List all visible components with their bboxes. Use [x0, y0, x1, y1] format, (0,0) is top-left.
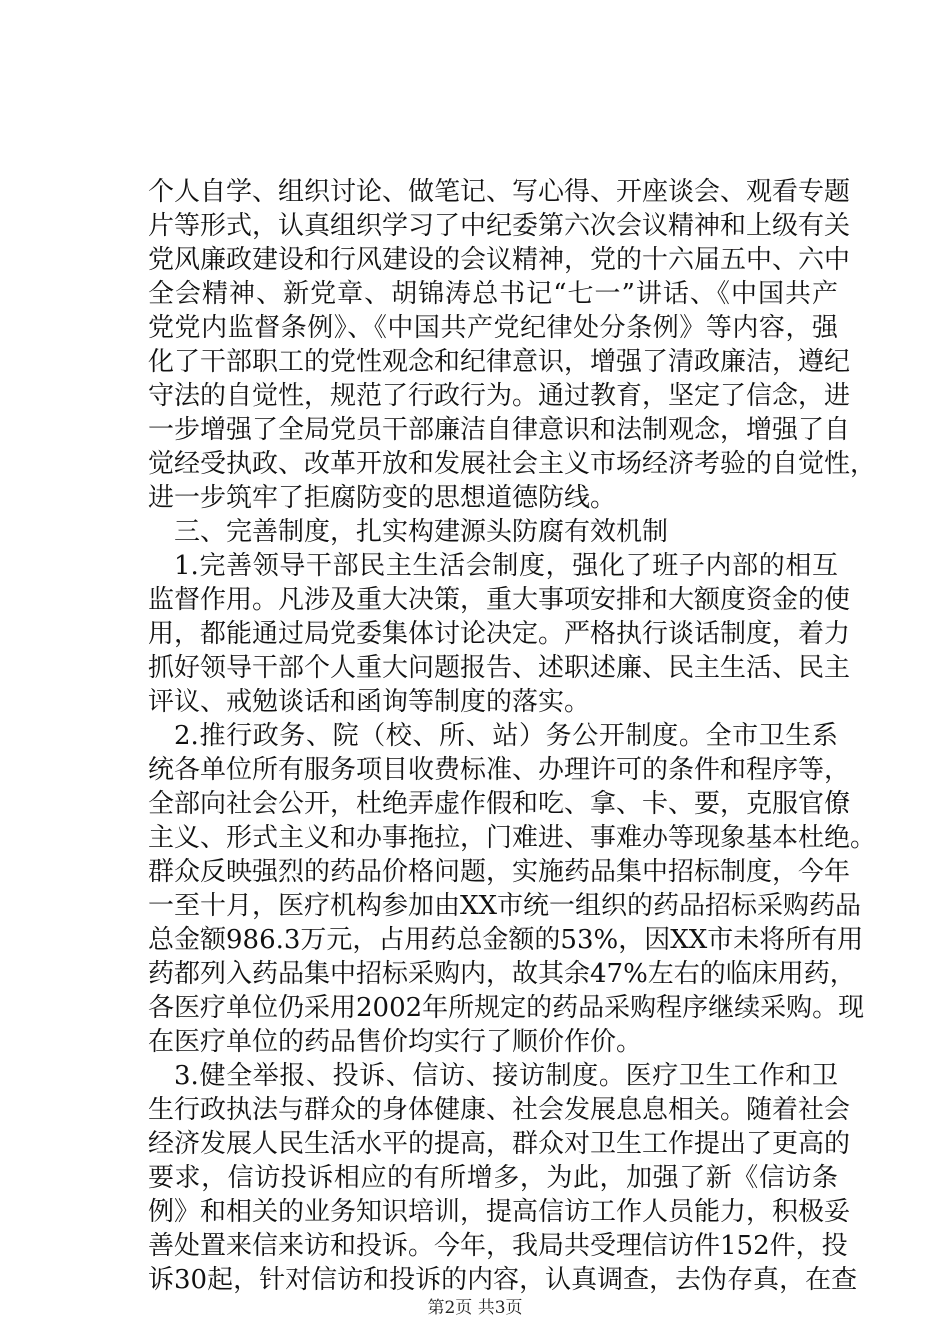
text-line: 化了干部职工的党性观念和纪律意识，增强了清政廉洁，遵纪: [148, 347, 851, 377]
text-line: 全部向社会公开，杜绝弄虚作假和吃、拿、卡、要，克服官僚: [148, 789, 851, 819]
text-line: 统各单位所有服务项目收费标准、办理许可的条件和程序等，: [148, 755, 851, 785]
text-line: 党党内监督条例》、《中国共产党纪律处分条例》等内容，强: [148, 313, 838, 343]
text-line: 一步增强了全局党员干部廉洁自律意识和法制观念，增强了自: [148, 415, 851, 445]
text-line: 善处置来信来访和投诉。今年，我局共受理信访件152件，投: [148, 1231, 848, 1261]
text-line: 生行政执法与群众的身体健康、社会发展息息相关。随着社会: [148, 1095, 851, 1125]
text-line: 经济发展人民生活水平的提高，群众对卫生工作提出了更高的: [148, 1129, 851, 1159]
text-line: 抓好领导干部个人重大问题报告、述职述廉、民主生活、民主: [148, 653, 851, 683]
text-line: 3.健全举报、投诉、信访、接访制度。医疗卫生工作和卫: [174, 1061, 838, 1091]
page-footer: 第2页 共3页: [427, 1298, 523, 1318]
text-line: 片等形式，认真组织学习了中纪委第六次会议精神和上级有关: [148, 211, 851, 241]
text-line: 例》和相关的业务知识培训，提高信访工作人员能力，积极妥: [148, 1197, 851, 1227]
text-line: 各医疗单位仍采用2002年所规定的药品采购程序继续采购。现: [148, 993, 865, 1023]
text-line: 评议、戒勉谈话和函询等制度的落实。: [148, 687, 591, 717]
text-line: 总金额986.3万元，占用药总金额的53%，因XX市未将所有用: [148, 925, 864, 955]
text-line: 全会精神、新党章、胡锦涛总书记“七一”讲话、《中国共产: [148, 279, 838, 309]
text-line: 监督作用。凡涉及重大决策，重大事项安排和大额度资金的使: [148, 585, 851, 615]
text-line: 进一步筑牢了拒腐防变的思想道德防线。: [148, 483, 617, 513]
text-line: 主义、形式主义和办事拖拉，门难进、事难办等现象基本杜绝。: [148, 823, 877, 853]
text-line: 2.推行政务、院（校、所、站）务公开制度。全市卫生系: [174, 721, 838, 751]
text-line: 诉30起，针对信访和投诉的内容，认真调查，去伪存真，在查: [148, 1265, 858, 1295]
text-line: 党风廉政建设和行风建设的会议精神，党的十六届五中、六中: [148, 245, 851, 275]
text-line: 在医疗单位的药品售价均实行了顺价作价。: [148, 1027, 643, 1057]
text-line: 觉经受执政、改革开放和发展社会主义市场经济考验的自觉性，: [148, 449, 877, 479]
text-line: 要求，信访投诉相应的有所增多，为此，加强了新《信访条: [148, 1163, 838, 1193]
section-heading: 三、完善制度，扎实构建源头防腐有效机制: [174, 517, 669, 547]
text-line: 个人自学、组织讨论、做笔记、写心得、开座谈会、观看专题: [148, 177, 851, 207]
text-line: 用，都能通过局党委集体讨论决定。严格执行谈话制度，着力: [148, 619, 851, 649]
text-line: 药都列入药品集中招标采购内，故其余47%左右的临床用药，: [148, 959, 856, 989]
text-line: 一至十月，医疗机构参加由XX市统一组织的药品招标采购药品: [148, 891, 862, 921]
text-line: 群众反映强烈的药品价格问题，实施药品集中招标制度，今年: [148, 857, 851, 887]
text-line: 守法的自觉性，规范了行政行为。通过教育，坚定了信念，进: [148, 381, 851, 411]
text-line: 1.完善领导干部民主生活会制度，强化了班子内部的相互: [174, 551, 838, 581]
